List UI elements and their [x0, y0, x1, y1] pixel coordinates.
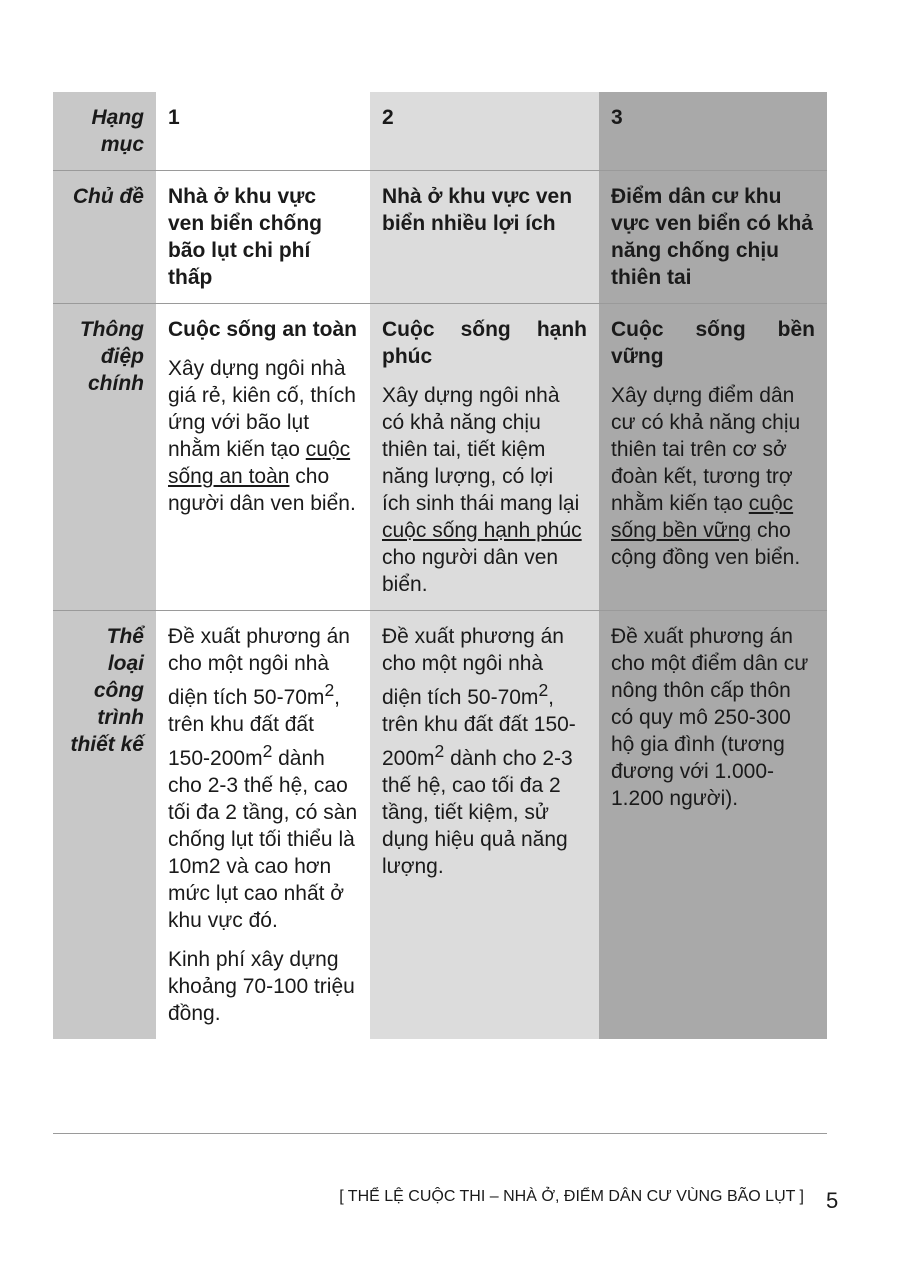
message-cell-1 [156, 304, 370, 611]
budget-text: Kinh phí xây dựng khoảng 70-100 triệu đồng. [168, 948, 355, 1025]
topic-cell-1: Nhà ở khu vực ven biển chống bão lụt chi phí thấp [156, 171, 370, 304]
column-number-3: 3 [599, 92, 827, 171]
message-cell-2 [370, 304, 599, 611]
table-row-category [53, 92, 827, 171]
message-highlight-3: cuộc sống bền vững [611, 492, 794, 542]
building-type-text-3: Đề xuất phương án cho một điểm dân cư nông thôn cấp thôn có quy mô 250-300 hộ gia đình (tương đương với 1.000-1.200 người). [611, 625, 809, 810]
table-row-building-type [53, 611, 827, 1040]
table-row-topic [53, 171, 827, 304]
row-label-building-type: Thể loại công trình thiết kế [53, 611, 156, 1040]
column-number-1: 1 [156, 92, 370, 171]
message-title-2: Cuộc sống hạnh phúc [382, 318, 587, 368]
table-row-message [53, 304, 827, 611]
row-label-topic: Chủ đề [53, 171, 156, 304]
message-highlight-2: cuộc sống hạnh phúc [382, 519, 582, 542]
table-bottom-border [53, 1133, 827, 1134]
building-type-cell-3 [599, 611, 827, 1040]
message-text-1: Xây dựng ngôi nhà giá rẻ, kiên cố, thích ứng với bão lụt nhằm kiến tạo cuộc sống an toàn cho người dân ven biển. [168, 357, 356, 515]
building-type-text-1: Đề xuất phương án cho một ngôi nhà diện tích $50-70m^2$, trên khu đất đất $150-200m^2$ dành cho 2-3 thế hệ, cao tối đa 2 tầng, có sàn chống lụt tối thiểu là 10m2 và cao hơn mức lụt cao nhất ở khu vực đó. [168, 625, 358, 932]
building-type-text-2: Đề xuất phương án cho một ngôi nhà diện tích $50-70m^2$, trên khu đất đất $150-200m^2$ dành cho 2-3 thế hệ, cao tối đa 2 tầng, tiết kiệm, sử dụng hiệu quả năng lượng. [382, 625, 576, 878]
building-type-cell-1 [156, 611, 370, 1040]
topic-cell-3: Điểm dân cư khu vực ven biển có khả năng chống chịu thiên tai [599, 171, 827, 304]
page-footer: [ THỂ LỆ CUỘC THI – NHÀ Ở, ĐIỂM DÂN CƯ VÙNG BÃO LỤT ] [339, 1188, 804, 1205]
message-cell-3 [599, 304, 827, 611]
message-title-3: Cuộc sống bền vững [611, 318, 815, 368]
message-text-3: Xây dựng điểm dân cư có khả năng chịu thiên tai trên cơ sở đoàn kết, tương trợ nhằm kiến tạo cuộc sống bền vững cho cộng đồng ven biển. [611, 384, 801, 569]
message-highlight-1: cuộc sống an toàn [168, 438, 351, 488]
message-title-1: Cuộc sống an toàn [168, 318, 357, 341]
topic-cell-2: Nhà ở khu vực ven biển nhiều lợi ích [370, 171, 599, 304]
competition-table [53, 92, 827, 1039]
message-text-2: Xây dựng ngôi nhà có khả năng chịu thiên tai, tiết kiệm năng lượng, có lợi ích sinh thái mang lại cuộc sống hạnh phúc cho người dân ven biển. [382, 384, 582, 596]
page-number: 5 [826, 1188, 839, 1213]
building-type-cell-2 [370, 611, 599, 1040]
row-label-message: Thông điệp chính [53, 304, 156, 611]
row-label-category: Hạng mục [53, 92, 156, 171]
column-number-2: 2 [370, 92, 599, 171]
